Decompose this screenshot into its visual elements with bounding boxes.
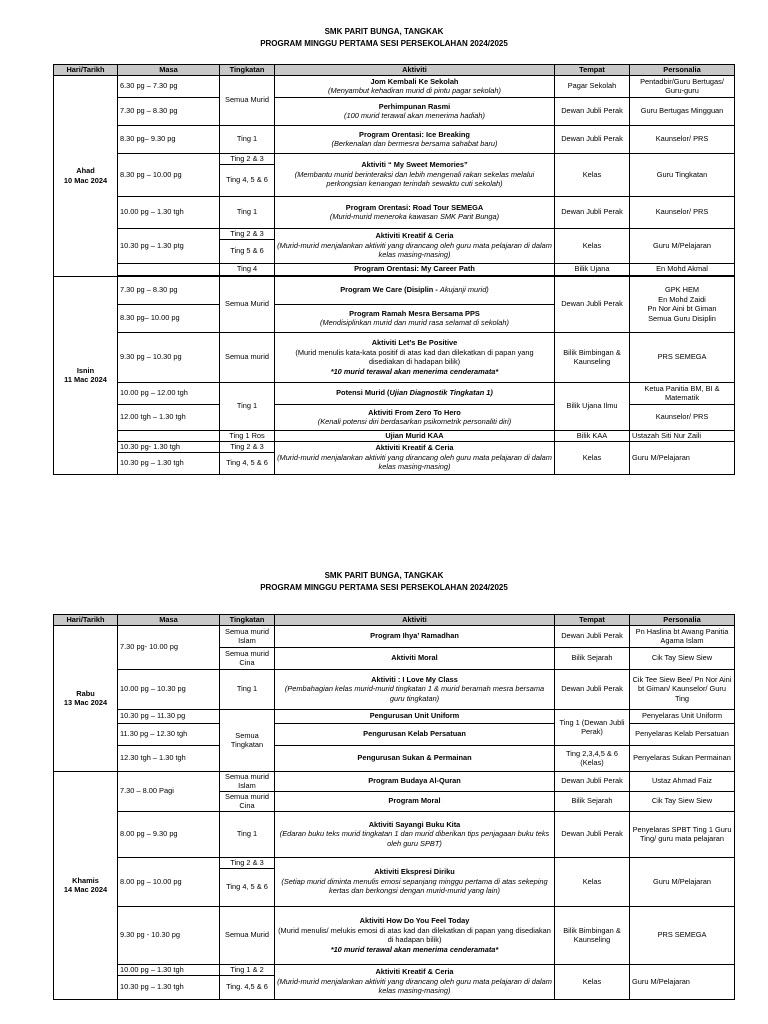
page1-program-title: PROGRAM MINGGU PERTAMA SESI PERSEKOLAHAN 2024/2025	[260, 39, 508, 48]
table-row	[54, 999, 735, 1000]
place-cell: Dewan Jubli Perak	[555, 125, 630, 153]
level-cell: Semua murid Islam	[220, 771, 275, 791]
place-cell: Kelas	[555, 441, 630, 474]
page2-program-title: PROGRAM MINGGU PERTAMA SESI PERSEKOLAHAN 2024/2025	[260, 583, 508, 592]
person-cell: Ustazah Siti Nur Zaili	[630, 430, 735, 441]
header-level: Tingkatan	[220, 65, 275, 76]
activity-cell: Aktiviti Kreatif & Ceria (Murid-murid menjalankan aktiviti yang dirancang oleh guru mata pelajaran di dalam kelas masing-masing)	[275, 441, 555, 474]
level-cell: Ting 1 Ros	[220, 430, 275, 441]
table-row	[54, 964, 735, 975]
activity-cell: Aktiviti “ My Sweet Memories” (Membantu murid berinteraksi dan lebih mengenali rakan sekelas melalui perkongsian kenangan terindah sewaktu cuti sekolah)	[275, 153, 555, 196]
time-cell: 10.00 pg – 1.30 tgh	[118, 964, 220, 975]
person-cell: Guru M/Pelajaran	[630, 964, 735, 999]
person-cell: Kaunselor/ PRS	[630, 196, 735, 228]
time-cell: 8.30 pg – 10.00 pg	[118, 153, 220, 196]
activity-cell: Pengurusan Unit Uniform	[275, 709, 555, 723]
level-cell: Ting 4, 5 & 6	[220, 868, 275, 906]
person-cell: Penyelaras Unit Uniform	[630, 709, 735, 723]
place-cell: Dewan Jubli Perak	[555, 811, 630, 857]
level-cell: Ting 1	[220, 669, 275, 709]
time-cell: 10.30 pg – 1.30 ptg	[118, 228, 220, 263]
table-row	[54, 263, 735, 275]
day-cell-ahad	[54, 75, 118, 276]
level-cell: Semua murid Cina	[220, 647, 275, 669]
place-cell: Ting 2,3,4,5 & 6 (Kelas)	[555, 745, 630, 771]
table-row	[54, 430, 735, 441]
header-person: Personalia	[630, 615, 735, 626]
level-cell: Ting. 4,5 & 6	[220, 975, 275, 999]
person-cell: Cik Tay Siew Siew	[630, 647, 735, 669]
level-cell: Ting 2 & 3	[220, 857, 275, 868]
header-time: Masa	[118, 65, 220, 76]
place-cell: Dewan Jubli Perak	[555, 771, 630, 791]
day-cell-isnin	[54, 276, 118, 475]
place-cell: Bilik Bimbingan & Kaunseling	[555, 906, 630, 964]
level-cell: Ting 5 & 6	[220, 239, 275, 263]
level-cell: Semua Murid	[220, 276, 275, 332]
table-row	[54, 404, 735, 430]
place-cell: Bilik Ujana	[555, 263, 630, 275]
table-row	[54, 125, 735, 153]
time-cell: 7.30 pg – 8.30 pg	[118, 97, 220, 125]
place-cell: Bilik Sejarah	[555, 791, 630, 811]
table-row	[54, 723, 735, 745]
time-cell: 8.30 pg– 9.30 pg	[118, 125, 220, 153]
level-cell: Semua Murid	[220, 906, 275, 964]
header-day: Hari/Tarikh	[54, 65, 118, 76]
place-cell: Kelas	[555, 153, 630, 196]
time-cell: 8.30 pg– 10.00 pg	[118, 304, 220, 332]
time-cell: 10.00 pg – 12.00 tgh	[118, 382, 220, 404]
table-row	[54, 75, 735, 97]
person-cell: Guru Bertugas Mingguan	[630, 97, 735, 125]
page1-schedule-table	[53, 64, 735, 475]
time-cell: 7.30 – 8.00 Pagi	[118, 771, 220, 811]
place-cell: Dewan Jubli Perak	[555, 97, 630, 125]
table-row	[54, 97, 735, 125]
place-cell: Ting 1 (Dewan Jubli Perak)	[555, 709, 630, 745]
place-cell: Kelas	[555, 964, 630, 999]
place-cell: Bilik Bimbingan & Kaunseling	[555, 332, 630, 382]
person-cell: Ustaz Ahmad Faiz	[630, 771, 735, 791]
time-cell: 7.30 pg – 8.30 pg	[118, 276, 220, 304]
time-cell	[118, 430, 220, 441]
level-cell: Ting 1	[220, 382, 275, 430]
table-row	[54, 857, 735, 868]
time-cell	[118, 263, 220, 275]
activity-cell: Aktiviti Moral	[275, 647, 555, 669]
level-cell: Semua murid Cina	[220, 791, 275, 811]
level-cell: Ting 2 & 3	[220, 228, 275, 239]
time-cell: 6.30 pg – 7.30 pg	[118, 75, 220, 97]
day-cell-rabu	[54, 625, 118, 771]
activity-cell: Aktiviti Sayangi Buku Kita (Edaran buku teks murid tingkatan 1 dan murid diberikan tips penjagaan buku teks oleh guru SPBT)	[275, 811, 555, 857]
header-place: Tempat	[555, 615, 630, 626]
time-cell: 11.30 pg – 12.30 tgh	[118, 723, 220, 745]
level-cell: Ting 2 & 3	[220, 441, 275, 452]
header-activity: Aktiviti	[275, 615, 555, 626]
person-cell: Cik Tee Siew Bee/ Pn Nor Aini bt Giman/ Kaunselor/ Guru Ting	[630, 669, 735, 709]
time-cell: 9.30 pg - 10.30 pg	[118, 906, 220, 964]
person-cell: Guru M/Pelajaran	[630, 441, 735, 474]
table-row	[54, 441, 735, 452]
day-date: 10 Mac 2024	[63, 175, 108, 185]
day-name: Isnin	[76, 365, 95, 375]
person-cell: Penyelaras Sukan Permainan	[630, 745, 735, 771]
level-cell: Ting 1	[220, 811, 275, 857]
day-date: 11 Mac 2024	[64, 375, 107, 385]
level-cell: Ting 2 & 3	[220, 153, 275, 164]
table-row	[54, 771, 735, 791]
level-cell: Semua Murid	[220, 75, 275, 125]
day-name: Rabu	[76, 688, 95, 698]
spacer-cell	[118, 474, 735, 475]
table-header-row	[54, 615, 735, 626]
table-row	[54, 332, 735, 382]
person-cell: Guru M/Pelajaran	[630, 228, 735, 263]
time-cell: 10.00 pg – 10.30 pg	[118, 669, 220, 709]
person-cell: Kaunselor/ PRS	[630, 404, 735, 430]
person-cell: Pentadbir/Guru Bertugas/ Guru-guru	[630, 75, 735, 97]
level-cell: Ting 4, 5 & 6	[220, 164, 275, 196]
table-row	[54, 276, 735, 304]
header-place: Tempat	[555, 65, 630, 76]
activity-cell: Program Moral	[275, 791, 555, 811]
level-cell: Ting 1 & 2	[220, 964, 275, 975]
day-name: Khamis	[72, 875, 99, 885]
activity-cell: Program We Care (Disiplin - Akujanji murid)	[275, 276, 555, 304]
header-activity: Aktiviti	[275, 65, 555, 76]
spacer-cell	[118, 999, 735, 1000]
time-cell: 10.30 pg – 1.30 tgh	[118, 975, 220, 999]
table-row	[54, 153, 735, 164]
person-cell: Guru Tingkatan	[630, 153, 735, 196]
time-cell: 9.30 pg – 10.30 pg	[118, 332, 220, 382]
place-cell: Dewan Jubli Perak	[555, 669, 630, 709]
activity-cell: Pengurusan Sukan & Permainan	[275, 745, 555, 771]
place-cell: Bilik Ujana Ilmu	[555, 382, 630, 430]
place-cell: Bilik Sejarah	[555, 647, 630, 669]
page2-schedule-table	[53, 614, 735, 1000]
time-cell: 10.00 pg – 1.30 tgh	[118, 196, 220, 228]
activity-cell: Program Orentasi: My Career Path	[275, 263, 555, 275]
person-cell: Ketua Panitia BM, BI & Matematik	[630, 382, 735, 404]
place-cell: Bilik KAA	[555, 430, 630, 441]
activity-cell: Perhimpunan Rasmi (100 murid terawal akan menerima hadiah)	[275, 97, 555, 125]
page2-school-name: SMK PARIT BUNGA, TANGKAK	[324, 571, 444, 580]
header-time: Masa	[118, 615, 220, 626]
time-cell: 8.00 pg – 9.30 pg	[118, 811, 220, 857]
place-cell: Dewan Jubli Perak	[555, 276, 630, 332]
time-cell: 12.30 tgh – 1.30 tgh	[118, 745, 220, 771]
level-cell: Ting 1	[220, 125, 275, 153]
place-cell: Dewan Jubli Perak	[555, 625, 630, 647]
level-cell: Ting 4	[220, 263, 275, 275]
person-cell: Penyelaras SPBT Ting 1 Guru Ting/ guru mata pelajaran	[630, 811, 735, 857]
person-cell: PRS SEMEGA	[630, 332, 735, 382]
activity-cell: Aktiviti How Do You Feel Today (Murid menulis/ melukis emosi di atas kad dan dilekatkan di papan yang disediakan di hadapan bilik) *10 murid terawal akan menerima cenderamata*	[275, 906, 555, 964]
activity-cell: Program Budaya Al-Quran	[275, 771, 555, 791]
person-cell: Penyelaras Kelab Persatuan	[630, 723, 735, 745]
time-cell: 8.00 pg – 10.00 pg	[118, 857, 220, 906]
activity-cell: Jom Kembali Ke Sekolah (Menyambut kehadiran murid di pintu pagar sekolah)	[275, 75, 555, 97]
person-cell: Guru M/Pelajaran	[630, 857, 735, 906]
table-row	[54, 196, 735, 228]
page1-header	[0, 26, 768, 50]
place-cell: Dewan Jubli Perak	[555, 196, 630, 228]
person-cell: Pn Haslina bt Awang Panitia Agama Islam	[630, 625, 735, 647]
level-cell: Semua murid	[220, 332, 275, 382]
time-cell: 10.30 pg- 1.30 tgh	[118, 441, 220, 452]
table-row	[54, 228, 735, 239]
level-cell: Ting 4, 5 & 6	[220, 452, 275, 474]
activity-cell: Aktiviti Let’s Be Positive (Murid menulis kata-kata positif di atas kad dan dilekatkan di papan yang disediakan di hadapan bilik) *10 murid terawal akan menerima cenderamata*	[275, 332, 555, 382]
activity-cell: Aktiviti Kreatif & Ceria (Murid-murid menjalankan aktiviti yang dirancang oleh guru mata pelajaran di dalam kelas masing-masing)	[275, 228, 555, 263]
day-cell-khamis	[54, 771, 118, 1000]
level-cell: Semua Tingkatan	[220, 709, 275, 771]
time-cell: 7.30 pg- 10.00 pg	[118, 625, 220, 669]
activity-cell: Ujian Murid KAA	[275, 430, 555, 441]
activity-cell: Aktiviti Ekspresi Diriku (Setiap murid diminta menulis emosi sepanjang minggu pertama di atas sekeping kertas dan berkongsi dengan murid-murid yang lain)	[275, 857, 555, 906]
time-cell: 10.30 pg – 1.30 tgh	[118, 452, 220, 474]
table-row	[54, 745, 735, 771]
time-cell: 10.30 pg – 11.30 pg	[118, 709, 220, 723]
page2-header	[0, 570, 768, 594]
table-row	[54, 474, 735, 475]
header-level: Tingkatan	[220, 615, 275, 626]
page1-school-name: SMK PARIT BUNGA, TANGKAK	[324, 27, 444, 36]
activity-cell: Program Ihya’ Ramadhan	[275, 625, 555, 647]
header-day: Hari/Tarikh	[54, 615, 118, 626]
level-cell: Semua murid Islam	[220, 625, 275, 647]
activity-cell: Pengurusan Kelab Persatuan	[275, 723, 555, 745]
activity-cell: Program Ramah Mesra Bersama PPS (Mendisiplinkan murid dan murid rasa selamat di sekolah)	[275, 304, 555, 332]
person-cell: Cik Tay Siew Siew	[630, 791, 735, 811]
table-row	[54, 811, 735, 857]
person-cell: GPK HEM En Mohd Zaidi Pn Nor Aini bt Giman Semua Guru Disiplin	[630, 276, 735, 332]
header-person: Personalia	[630, 65, 735, 76]
level-cell: Ting 1	[220, 196, 275, 228]
table-row	[54, 906, 735, 964]
activity-cell: Program Orentasi: Ice Breaking (Berkenalan dan bermesra bersama sahabat baru)	[275, 125, 555, 153]
activity-cell: Aktiviti From Zero To Hero (Kenali potensi diri berdasarkan psikometrik personaliti diri)	[275, 404, 555, 430]
table-header-row	[54, 65, 735, 76]
table-row	[54, 382, 735, 404]
day-date: 14 Mac 2024	[63, 885, 108, 895]
person-cell: En Mohd Akmal	[630, 263, 735, 275]
table-row	[54, 625, 735, 647]
place-cell: Kelas	[555, 228, 630, 263]
place-cell: Kelas	[555, 857, 630, 906]
table-row	[54, 669, 735, 709]
activity-cell: Program Orentasi: Road Tour SEMEGA (Murid-murid meneroka kawasan SMK Parit Bunga)	[275, 196, 555, 228]
person-cell: PRS SEMEGA	[630, 906, 735, 964]
day-date: 13 Mac 2024	[63, 698, 108, 707]
activity-cell: Aktiviti Kreatif & Ceria (Murid-murid menjalankan aktiviti yang dirancang oleh guru mata pelajaran di dalam kelas masing-masing)	[275, 964, 555, 999]
day-name: Ahad	[76, 166, 95, 175]
activity-cell: Aktiviti : I Love My Class (Pembahagian kelas murid-murid tingkatan 1 & murid beramah mesra bersama guru tingkatan)	[275, 669, 555, 709]
activity-cell: Potensi Murid (Ujian Diagnostik Tingkatan 1)	[275, 382, 555, 404]
person-cell: Kaunselor/ PRS	[630, 125, 735, 153]
time-cell: 12.00 tgh – 1.30 tgh	[118, 404, 220, 430]
table-row	[54, 709, 735, 723]
place-cell: Pagar Sekolah	[555, 75, 630, 97]
